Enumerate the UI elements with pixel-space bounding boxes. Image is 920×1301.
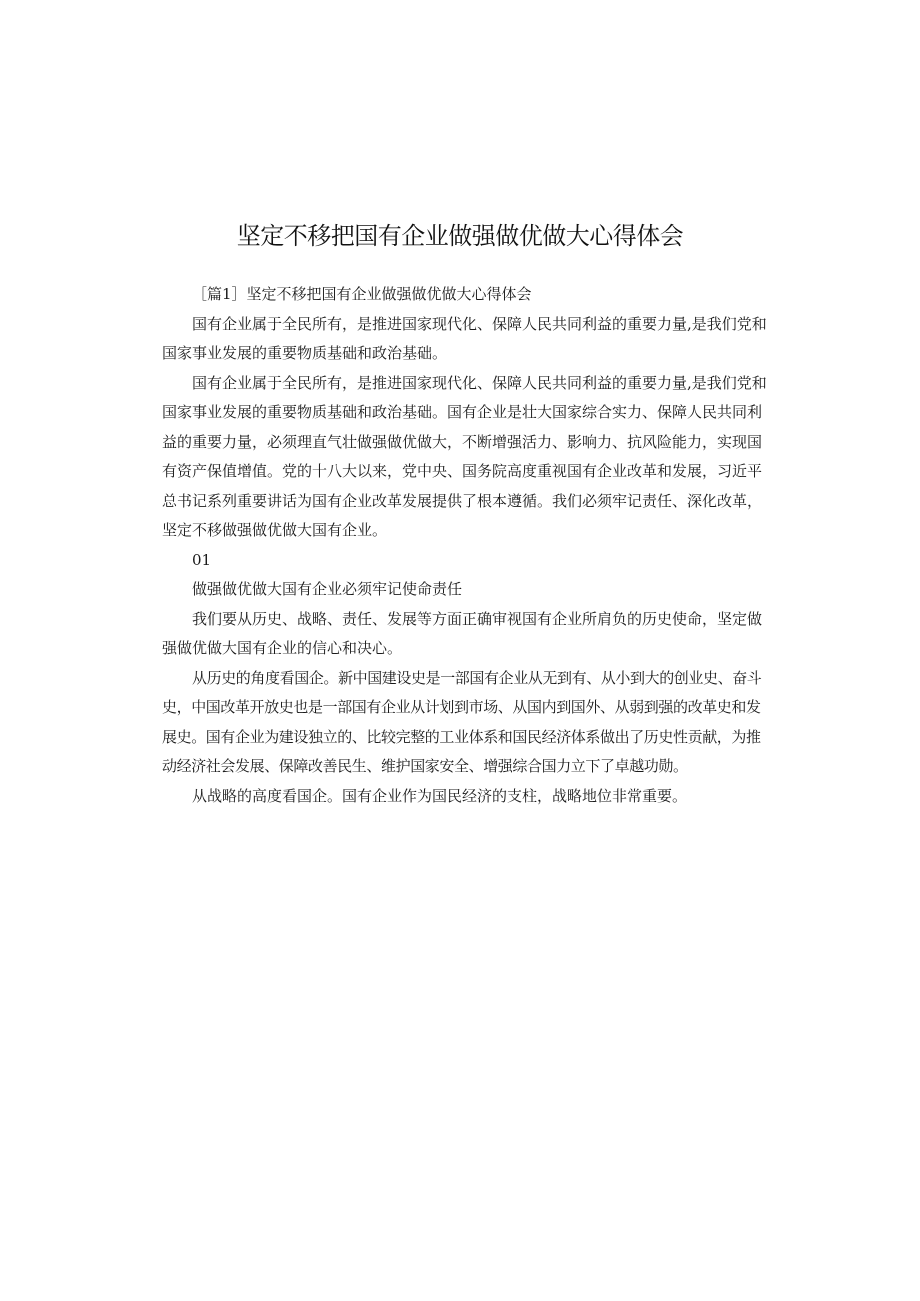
paragraph: 国有企业属于全民所有，是推进国家现代化、保障人民共同利益的重要力量,是我们党和国家事业发展的重要物质基础和政治基础。	[162, 314, 767, 362]
section-heading: ［篇1］坚定不移把国有企业做强做优做大心得体会	[192, 285, 532, 303]
paragraph: 国有企业属于全民所有，是推进国家现代化、保障人民共同利益的重要力量,是我们党和国家事业发展的重要物质基础和政治基础。国有企业是壮大国家综合实力、保障人民共同利益的重要力量，必须理直气壮做强做优做大，不断增强活力、影响力、抗风险能力，实现国有资产保值增值。党的十八大以来，党中央、国务院高度重视国有企业改革和发展，习近平总书记系列重要讲话为国有企业改革发展提供了根本遵循。我们必须牢记责任、深化改革，坚定不移做强做优做大国有企业。	[162, 373, 767, 539]
document-title: 坚定不移把国有企业做强做优做大心得体会	[236, 222, 684, 250]
document-body	[162, 280, 768, 811]
paragraph: 从历史的角度看国企。新中国建设史是一部国有企业从无到有、从小到大的创业史、奋斗史，中国改革开放史也是一部国有企业从计划到市场、从国内到国外、从弱到强的改革史和发展史。国有企业为建设独立的、比较完整的工业体系和国民经济体系做出了历史性贡献，为推动经济社会发展、保障改善民生、维护国家安全、增强综合国力立下了卓越功勋。	[162, 668, 762, 775]
paragraph: 我们要从历史、战略、责任、发展等方面正确审视国有企业所肩负的历史使命，坚定做强做优做大国有企业的信心和决心。	[162, 609, 763, 657]
paragraph: 从战略的高度看国企。国有企业作为国民经济的支柱，战略地位非常重要。	[192, 786, 688, 805]
section-number: 01	[192, 550, 212, 569]
section-subheading: 做强做优做大国有企业必须牢记使命责任	[192, 580, 463, 598]
